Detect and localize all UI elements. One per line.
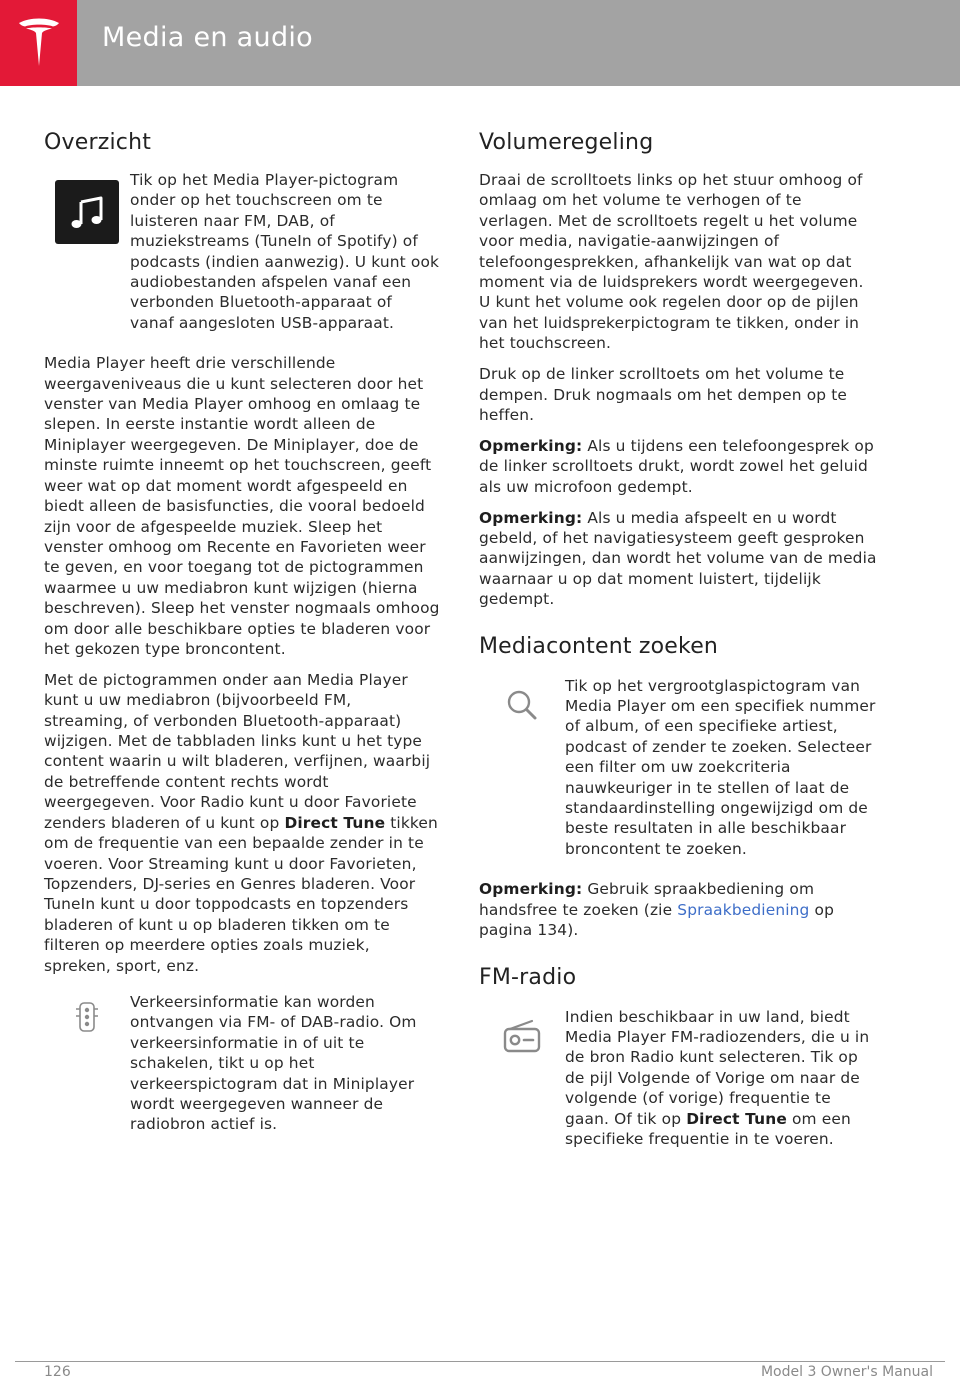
paragraph-display-levels: Media Player heeft drie verschillende weergaveniveaus die u kunt selecteren door het venster van Media Player omhoog en omlaag te slepen. In eerste instantie wordt alleen de Miniplayer weergegeven. De Miniplayer, doe de minste ruimte inneemt op het touchscreen, geeft weer wat op dat moment wordt afgespeeld en biedt alleen de basisfuncties, die vooral bedoeld zijn voor de afgespeelde muziek. Sleep het venster omhoog om Recente en Favorieten weer te geven, en voor toegang tot de pictogrammen waarmee u uw mediabron kunt wijzigen (hierna beschreven). Sleep het venster nogmaals omhoog om door alle beschikbare opties te bladeren voor het gekozen type broncontent. — [44, 354, 440, 658]
note-label: Opmerking: — [479, 436, 583, 455]
magnifier-icon — [505, 688, 539, 722]
overzicht-icon-text: Tik op het Media Player-pictogram onder op het touchscreen om te luisteren naar FM, DAB, of muziekstreams (TuneIn of Spotify) of podcasts (indien aanwezig). U kunt ook audiobestanden afspelen vanaf een verbonden Bluetooth-apparaat of vanaf aangesloten USB-apparaat. — [130, 171, 440, 332]
volume-note-1 — [479, 436, 879, 497]
note-label: Opmerking: — [479, 508, 583, 527]
heading-mediacontent-zoeken: Mediacontent zoeken — [479, 633, 719, 659]
direct-tune-label: Direct Tune — [686, 1109, 787, 1128]
volume-paragraph-2: Druk op de linker scrolltoets om het volume te dempen. Druk nogmaals om het dempen op te heffen. — [479, 365, 848, 424]
note-text: Gebruik spraakbediening om handsfree te zoeken (zie — [479, 880, 815, 919]
search-icon-block — [479, 676, 879, 860]
fm-icon-text — [565, 1007, 879, 1150]
page-header — [0, 0, 960, 86]
volume-note-2 — [479, 508, 879, 610]
search-note — [479, 879, 879, 940]
tesla-logo-icon — [16, 16, 62, 70]
music-note-icon — [55, 180, 119, 244]
left-column — [44, 128, 440, 1149]
paragraph-media-icons-a: Met de pictogrammen onder aan Media Player kunt u uw mediabron (bijvoorbeeld FM, streaming, of verbonden Bluetooth-apparaat) wijzigen. Met de tabbladen links kunt u het type content waarin u wilt bladeren, verfijnen, waarbij de betreffende content rechts wordt weergegeven. Voor Radio kunt u door Favoriete zenders bladeren of u kunt op — [44, 670, 431, 832]
note-text-end: op pagina 134). — [479, 900, 835, 940]
footer-divider — [15, 1361, 945, 1362]
note-label: Opmerking: — [479, 880, 583, 899]
right-column — [479, 128, 879, 1163]
paragraph-media-icons-b: tikken om de frequentie van een bepaalde zender in te voeren. Voor Streaming kunt u door Favorieten, Topzenders, DJ-series en Genres bladeren. Voor TuneIn kunt u door toppodcasts en topzenders bladeren of kunt u op bladeren tikken om te filteren op meerdere opties zoals muziek, spreken, sport, enz. — [44, 813, 438, 975]
fm-icon-block — [479, 1007, 879, 1150]
overzicht-icon-block — [44, 170, 440, 333]
heading-fm-radio: FM-radio — [479, 964, 577, 990]
radio-icon — [502, 1019, 542, 1055]
note-text: Als u media afspeelt en u wordt gebeld, of het navigatiesysteem geeft gesproken aanwijzingen, dan wordt het volume van de media waarnaar u op dat moment luistert, tijdelijk gedempt. — [479, 508, 877, 609]
traffic-light-icon — [74, 1000, 100, 1034]
tesla-logo — [0, 0, 77, 86]
heading-volumeregeling: Volumeregeling — [479, 130, 654, 155]
manual-name: Model 3 Owner's Manual — [760, 1364, 933, 1380]
spraakbediening-link[interactable]: Spraakbediening — [677, 900, 810, 919]
paragraph-media-icons — [44, 670, 440, 976]
fm-text-a: Indien beschikbaar in uw land, biedt Media Player FM-radiozenders, die u in de bron Radio kunt selecteren. Tik op de pijl Volgende of Vorige om naar de volgende (of vorige) frequentie te gaan. Of tik op — [565, 1007, 870, 1128]
traffic-icon-text: Verkeersinformatie kan worden ontvangen via FM- of DAB-radio. Om verkeersinformatie in of uit te schakelen, tikt u op het verkeerspictogram dat in Miniplayer wordt weergegeven wanneer de radiobron actief is. — [130, 992, 417, 1134]
volume-paragraph-1: Draai de scrolltoets links op het stuur omhoog of omlaag om het volume te verhogen of te verlagen. Met de scrolltoets regelt u het volume voor media, navigatie-aanwijzingen of telefoongesprekken, afhankelijk van wat op dat moment via de luidsprekers wordt weergegeven. U kunt het volume ook regelen door op de pijlen van het luidsprekerpictogram te tikken, onder in het touchscreen. — [479, 171, 864, 353]
direct-tune-label: Direct Tune — [284, 813, 386, 832]
note-text: Als u tijdens een telefoongesprek op de linker scrolltoets drukt, wordt zowel het geluid als uw microfoon gedempt. — [479, 436, 874, 496]
heading-overzicht: Overzicht — [44, 130, 152, 155]
search-icon-text: Tik op het vergrootglaspictogram van Media Player om een specifiek nummer of album, of een specifieke artiest, podcast of zender te zoeken. Selecteer een filter om uw zoekcriteria nauwkeuriger in te stellen of laat de standaardinstelling ongewijzigd om de beste resultaten in alle beschikbaar broncontent te zoeken. — [565, 676, 876, 858]
traffic-icon-block — [44, 992, 440, 1135]
page-title: Media en audio — [102, 22, 313, 53]
page-number: 126 — [44, 1364, 71, 1380]
fm-text-b: om een specifieke frequentie in te voeren. — [565, 1109, 851, 1148]
